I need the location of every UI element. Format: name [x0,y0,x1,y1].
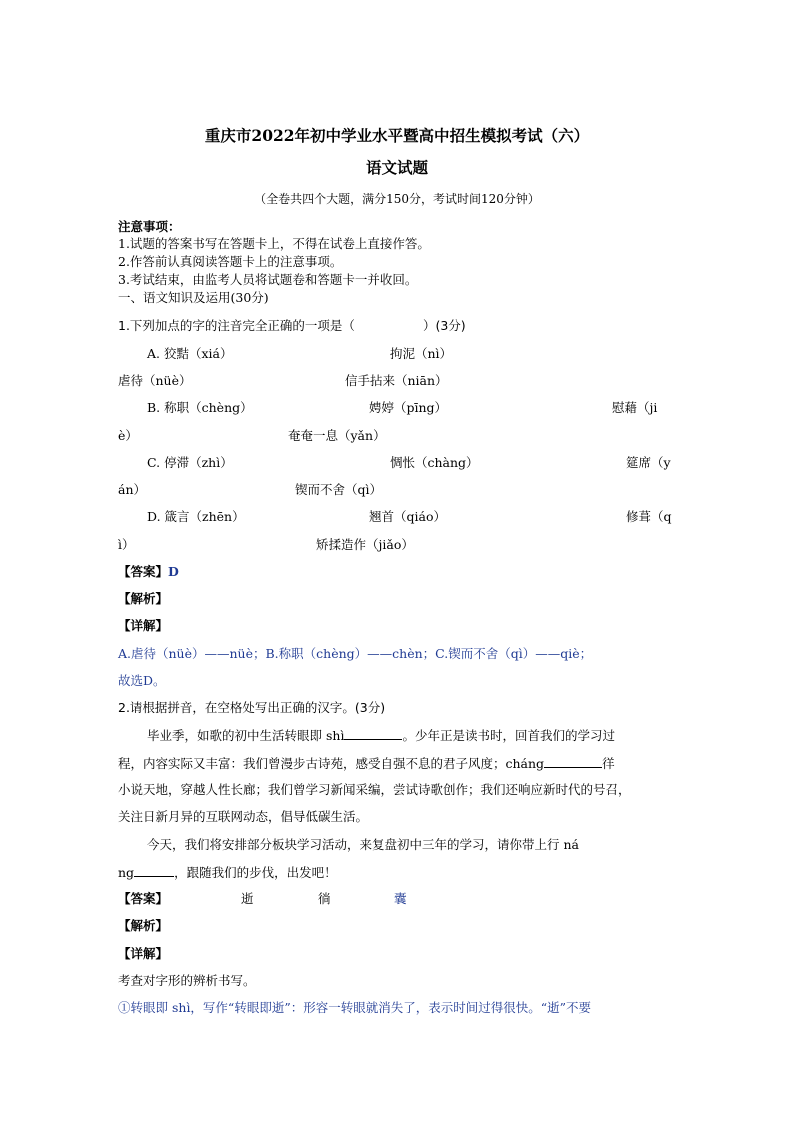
passage-line: 今天，我们将安排部分板块学习活动，来复盘初中三年的学习，请你带上行 ná [147,837,579,852]
option-c-3-cont: án） [118,482,147,497]
question-2-stem: 2.请根据拼音，在空格处写出正确的汉字。(3分) [118,700,386,715]
option-c-4: 锲而不舍（qì） [295,482,382,497]
detail-note: ①转眼即 shì，写作“转眼即逝”：形容一转眼就消失了，表示时间过得很快。“逝”不要 [118,1000,591,1015]
option-d-4: 矫揉造作（jiǎo） [316,537,414,552]
detail-label: 【详解】 [118,618,169,633]
passage-line: 程，内容实际又丰富：我们曾漫步古诗苑，感受自强不息的君子风度；cháng 徉 [118,756,615,771]
conclusion-text: 故选D。 [118,673,166,688]
notice-item: 3.考试结束，由监考人员将试题卷和答题卡一并收回。 [118,272,418,287]
option-a-3: 虐待（nüè） [118,373,192,388]
option-b-4: 奄奄一息（yǎn） [288,428,386,443]
answer-3: 囊 [394,891,407,906]
section-heading: 一、语文知识及运用(30分) [118,290,269,305]
blank-1[interactable] [344,727,402,740]
paper-subtitle: 语文试题 [365,158,428,177]
exam-title: 重庆市2022年初中学业水平暨高中招生模拟考试（六） [204,126,590,145]
option-b-3: 慰藉（ji [612,400,658,415]
analysis-label: 【解析】 [118,591,169,606]
detail-text: 考查对字形的辨析书写。 [118,973,256,988]
detail-text: A.虐待（nüè）——nüè；B.称职（chèng）——chèn；C.锲而不舍（qì）——qiè； [118,646,593,661]
answer-2: 徜 [318,891,331,906]
option-b-2: 娉婷（pīng） [369,400,448,415]
option-c-2: 惆怅（chàng） [390,455,479,470]
analysis-label: 【解析】 [118,918,169,933]
option-d-2: 翘首（qiáo） [369,509,446,524]
blank-3[interactable] [134,864,174,877]
question-1-stem: 1.下列加点的字的注音完全正确的一项是（ ）(3分) [118,318,466,333]
notice-item: 2.作答前认真阅读答题卡上的注意事项。 [118,254,343,269]
option-a-4: 信手拈来（niān） [345,373,448,388]
passage-line: 小说天地，穿越人性长廊；我们曾学习新闻采编，尝试诗歌创作；我们还响应新时代的号召， [118,782,631,797]
option-c-3: 筵席（y [626,455,671,470]
answer-value: D [168,564,179,579]
option-b-1: B. 称职（chèng） [147,400,253,415]
option-d-3: 修葺（q [626,509,672,524]
option-d-1: D. 箴言（zhēn） [147,509,245,524]
option-b-3-cont: è） [118,428,138,443]
passage-line: ng ，跟随我们的步伐，出发吧！ [118,865,337,880]
option-a-1: A. 狡黠（xiá） [147,346,233,361]
option-a-2: 拘泥（nì） [390,346,453,361]
answer-label: 【答案】D [118,564,179,579]
passage-line: 关注日新月异的互联网动态，倡导低碳生活。 [118,809,369,824]
option-c-1: C. 停滞（zhì） [147,455,233,470]
answer-1: 逝 [241,891,254,906]
detail-label: 【详解】 [118,946,169,961]
option-d-3-cont: ì） [118,537,135,552]
blank-2[interactable] [544,755,602,768]
notice-heading: 注意事项： [118,219,181,234]
passage-line: 毕业季，如歌的初中生活转眼即 shì 。少年正是读书时，回首我们的学习过 [147,728,615,743]
exam-note: （全卷共四个大题，满分150分，考试时间120分钟） [254,192,540,206]
answer-label: 【答案】 [118,891,169,906]
notice-item: 1.试题的答案书写在答题卡上，不得在试卷上直接作答。 [118,236,430,251]
